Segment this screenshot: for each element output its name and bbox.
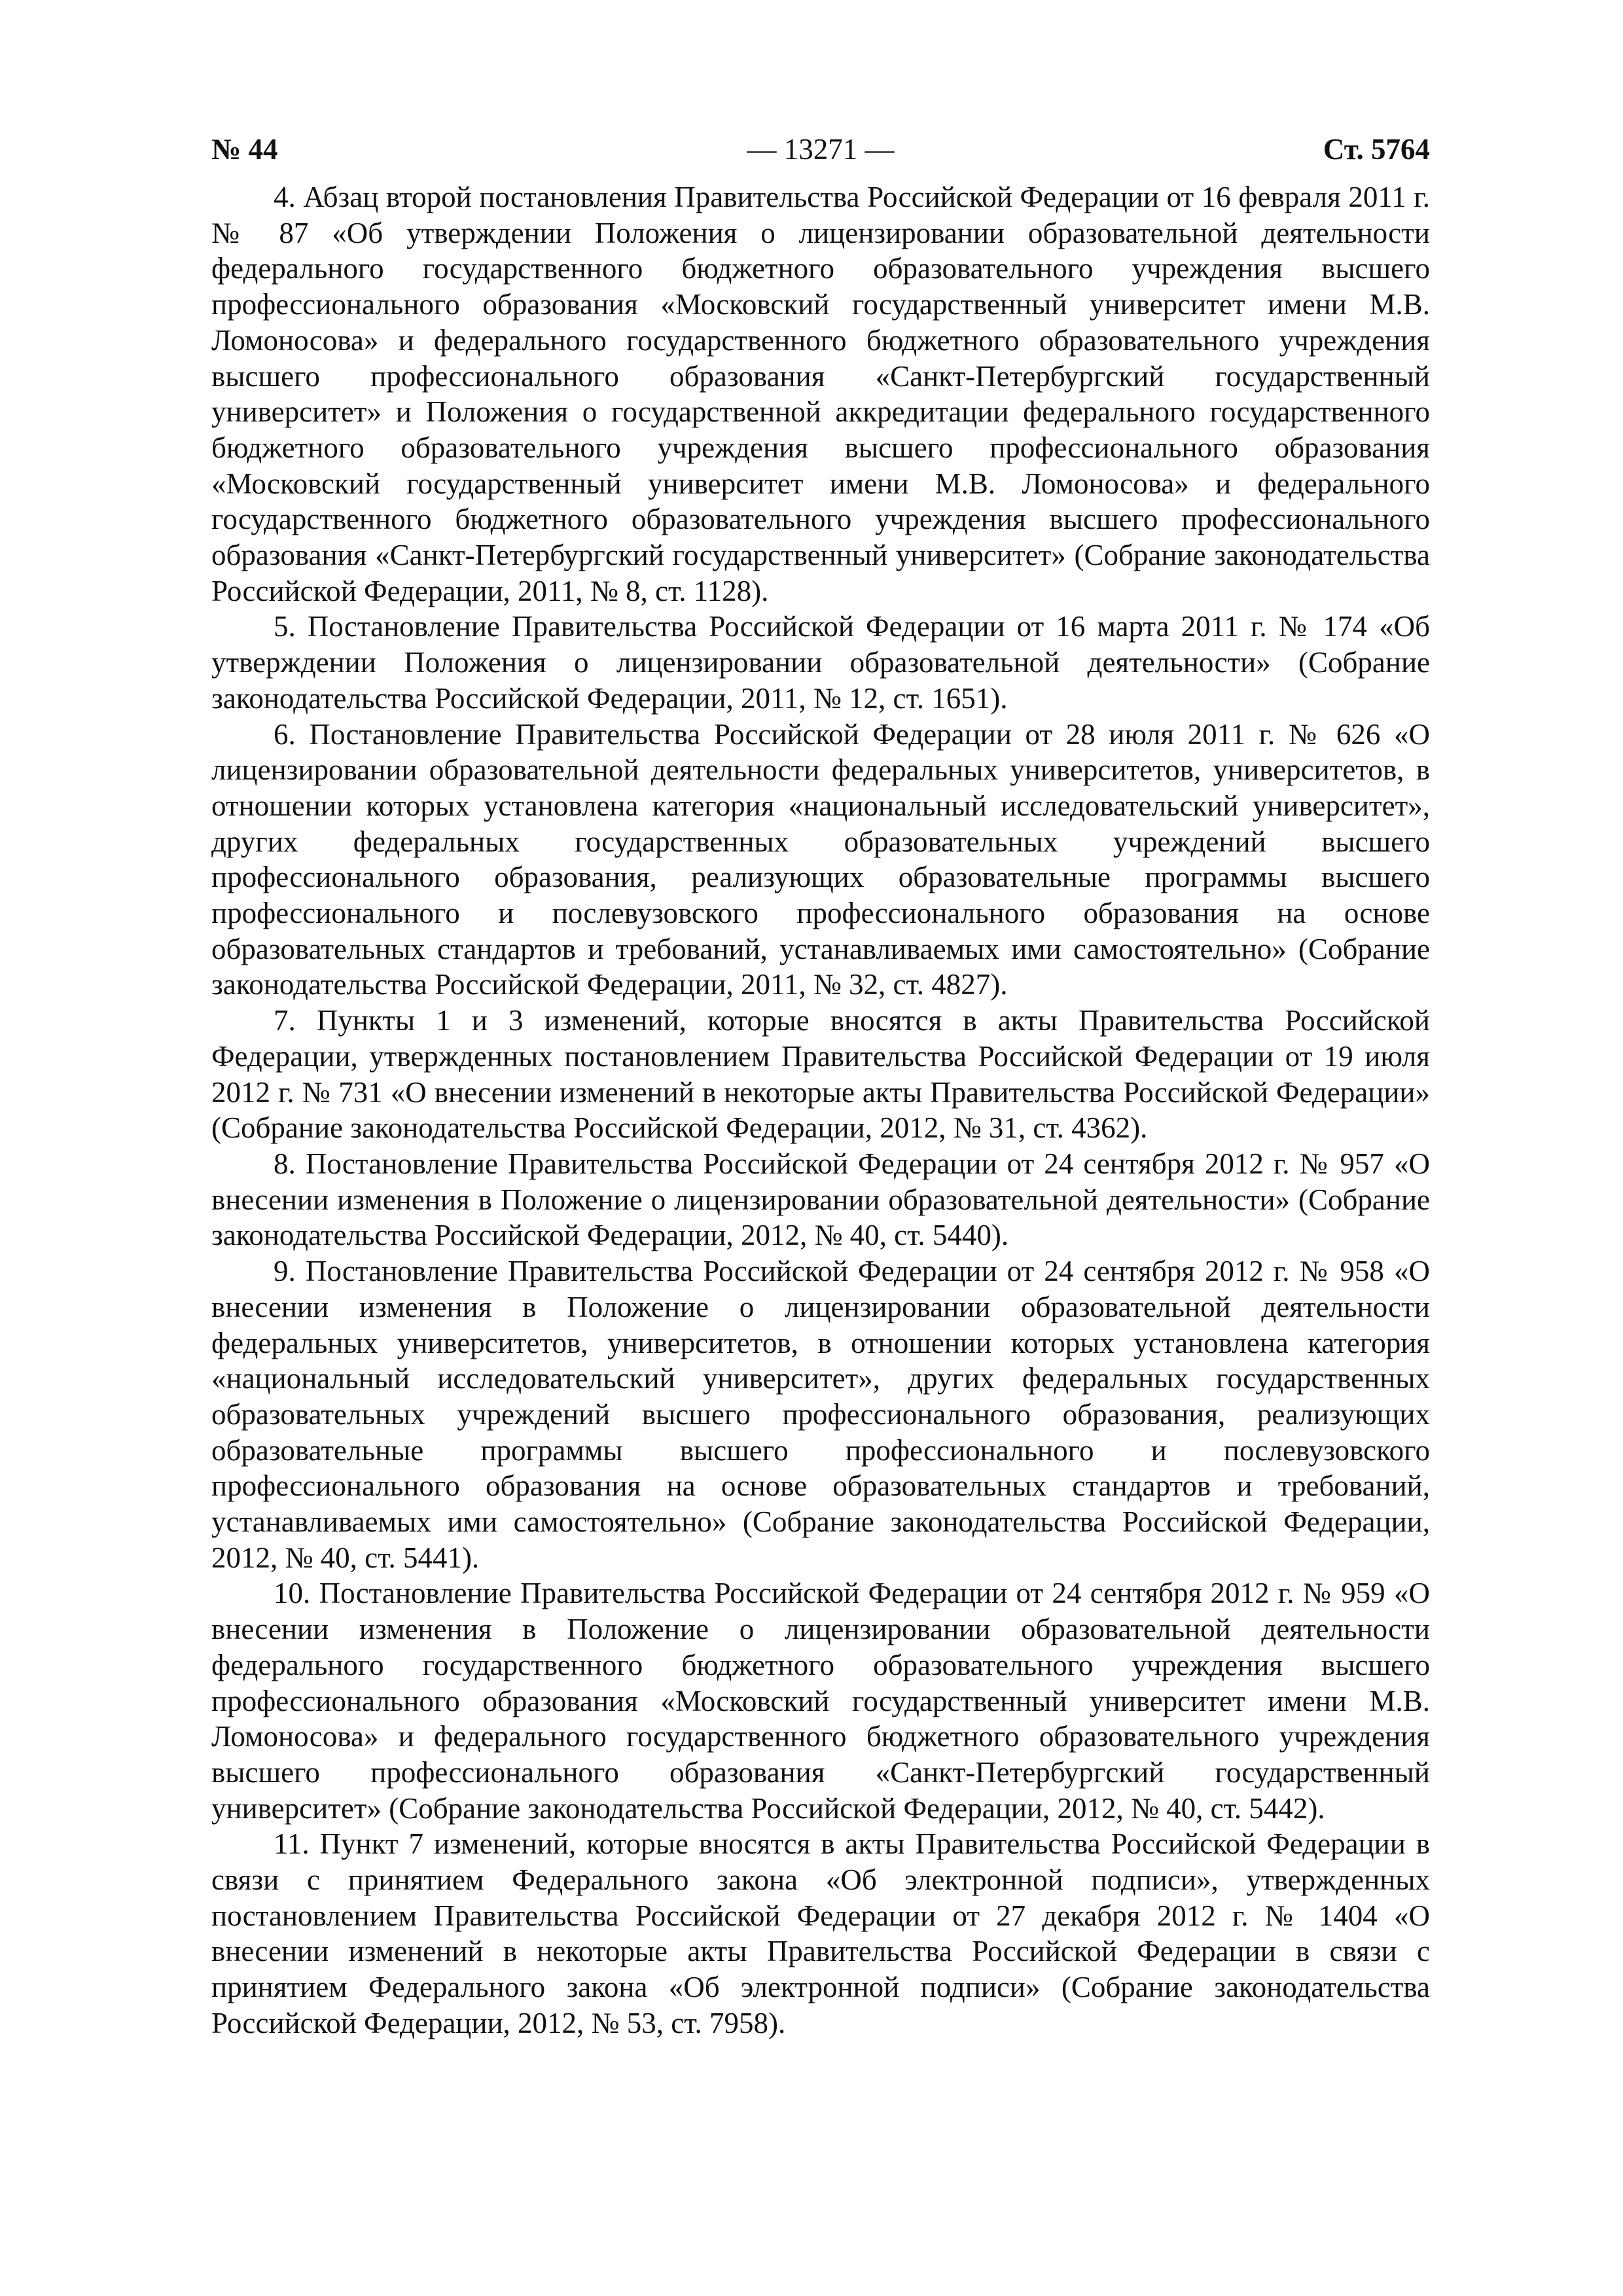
paragraph-item-6: 6. Постановление Правительства Российской Федерации от 28 июля 2011 г. № 626 «О лицензировании образовательной деятельности федеральных университетов, университетов, в отношении которых установлена категория «национальный исследовательский университет», других федеральных государственных образовательных учреждений высшего профессионального образования, реализующих образовательные программы высшего профессионального и послевузовского профессионального образования на основе образовательных стандартов и требований, устанавливаемых ими самостоятельно» (Собрание законодательства Российской Федерации, 2011, № 32, ст. 4827). (211, 717, 1430, 1001)
paragraph-item-11: 11. Пункт 7 изменений, которые вносятся в акты Правительства Российской Федерации в связи с принятием Федерального закона «Об электронной подписи», утвержденных постановлением Правительства Российской Федерации от 27 декабря 2012 г. № 1404 «О внесении изменений в некоторые акты Правительства Российской Федерации в связи с принятием Федерального закона «Об электронной подписи» (Собрание законодательства Российской Федерации, 2012, № 53, ст. 7958). (211, 1827, 1430, 2039)
paragraph-item-5: 5. Постановление Правительства Российской Федерации от 16 марта 2011 г. № 174 «Об утверждении Положения о лицензировании образовательной деятельности» (Собрание законодательства Российской Федерации, 2011, № 12, ст. 1651). (211, 610, 1430, 715)
paragraph-item-10: 10. Постановление Правительства Российской Федерации от 24 сентября 2012 г. № 959 «О внесении изменения в Положение о лицензировании образовательной деятельности федерального государственного бюджетного образовательного учреждения высшего профессионального образования «Московский государственный университет имени М.В. Ломоносова» и федерального государственного бюджетного образовательного учреждения высшего профессионального образования «Санкт-Петербургский государственный университет» (Собрание законодательства Российской Федерации, 2012, № 40, ст. 5442). (211, 1577, 1430, 1825)
paragraph-item-4: 4. Абзац второй постановления Правительства Российской Федерации от 16 февраля 2011 г. № 87 «Об утверждении Положения о лицензировании образовательной деятельности федерального государственного бюджетного образовательного учреждения высшего профессионального образования «Московский государственный университет имени М.В. Ломоносова» и федерального государственного бюджетного образовательного учреждения высшего профессионального образования «Санкт-Петербургский государственный университет» и Положения о государственной аккредитации федерального государственного бюджетного образовательного учреждения высшего профессионального образования «Московский государственный университет имени М.В. Ломоносова» и федерального государственного бюджетного образовательного учреждения высшего профессионального образования «Санкт-Петербургский государственный университет» (Собрание законодательства Российской Федерации, 2011, № 8, ст. 1128). (211, 181, 1430, 607)
issue-number: № 44 (211, 133, 278, 166)
document-body (211, 179, 1430, 2041)
page-number: — 13271 — (747, 133, 895, 166)
paragraph-item-7: 7. Пункты 1 и 3 изменений, которые вносятся в акты Правительства Российской Федерации, утвержденных постановлением Правительства Российской Федерации от 19 июля 2012 г. № 731 «О внесении изменений в некоторые акты Правительства Российской Федерации» (Собрание законодательства Российской Федерации, 2012, № 31, ст. 4362). (211, 1004, 1430, 1145)
paragraph-item-8: 8. Постановление Правительства Российской Федерации от 24 сентября 2012 г. № 957 «О внесении изменения в Положение о лицензировании образовательной деятельности» (Собрание законодательства Российской Федерации, 2012, № 40, ст. 5440). (211, 1147, 1430, 1252)
article-number: Ст. 5764 (1323, 133, 1430, 166)
page-header (211, 130, 1430, 169)
paragraph-item-9: 9. Постановление Правительства Российской Федерации от 24 сентября 2012 г. № 958 «О внесении изменения в Положение о лицензировании образовательной деятельности федеральных университетов, университетов, в отношении которых установлена категория «национальный исследовательский университет», других федеральных государственных образовательных учреждений высшего профессионального образования, реализующих образовательные программы высшего профессионального и послевузовского профессионального образования на основе образовательных стандартов и требований, устанавливаемых ими самостоятельно» (Собрание законодательства Российской Федерации, 2012, № 40, ст. 5441). (211, 1255, 1430, 1574)
